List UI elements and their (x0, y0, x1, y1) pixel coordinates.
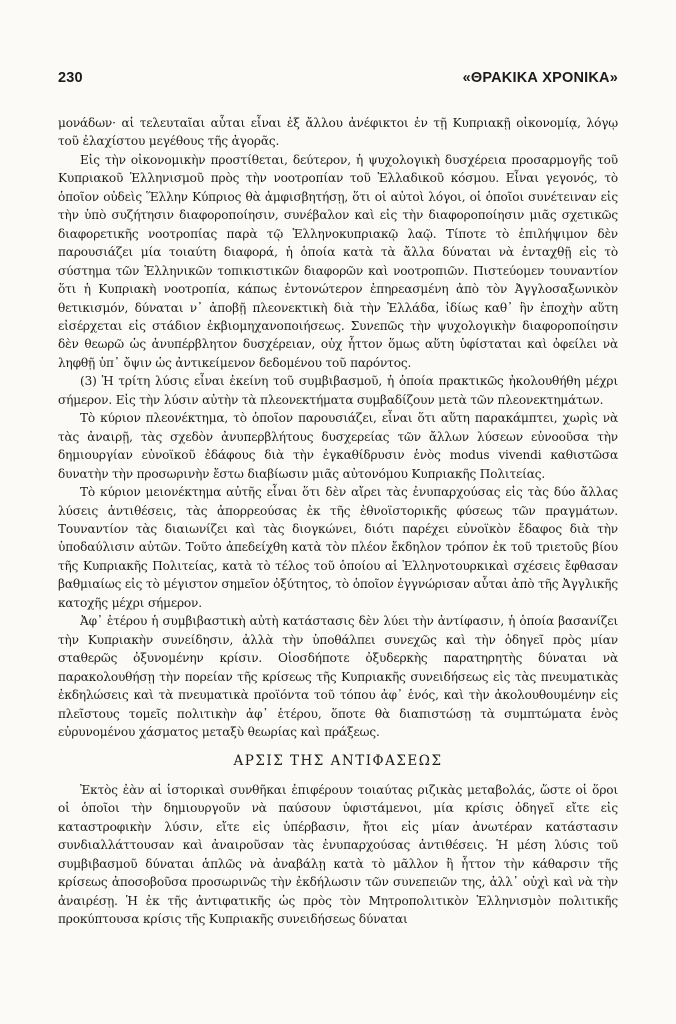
paragraph-psychological-difficulty: Εἰς τὴν οἰκονομικὴν προστίθεται, δεύτερον, ἡ ψυχολογικὴ δυσχέρεια προσαρμογῆς τοῦ Κυπριακοῦ Ἑλληνισμοῦ πρὸς τὴν νοοτροπίαν τοῦ Ἑλλαδικοῦ κόσμου. Εἶναι γεγονός, τὸ ὁποῖον οὐδεὶς Ἕλλην Κύπριος θὰ ἀμφισβητήσῃ, ὅτι οἱ αὐτοὶ λόγοι, οἱ ὁποῖοι συνέτειναν εἰς τὴν ὑπὸ συζήτησιν διαφοροποίησιν, συνέβαλον καὶ εἰς τὴν διαφοροποίησιν μιᾶς σχετικῶς διαφορετικῆς νοοτροπίας παρὰ τῷ Ἑλληνοκυπριακῷ λαῷ. Τίποτε τὸ ἐπιλήψιμον δὲν παρουσιάζει μία τοιαύτη διαφορά, ἡ ὁποία κατὰ τὰ ἄλλα δύναται νὰ ἐνταχθῇ εἰς τὸ σύστημα τῶν Ἑλληνικῶν τοπικιστικῶν διαφορῶν καὶ νοοτροπιῶν. Πιστεύομεν τουναντίον ὅτι ἡ Κυπριακὴ νοοτροπία, κάπως ἐντονώτερον ἐπηρεασμένη ἀπὸ τὸν Ἀγγλοσαξωνικὸν θετικισμόν, δύναται ν᾽ ἀποβῇ πλεονεκτικὴ διὰ τὴν Ἑλλάδα, ἰδίως καθ᾽ ἣν ἐποχὴν αὕτη εἰσέρχεται εἰς στάδιον ἐκβιομηχανοποιήσεως. Συνεπῶς τὴν ψυχολογικὴν διαφοροποίησιν δὲν θεωρῶ ὡς ἀνυπέρβλητον δυσχέρειαν, οὐχ ἧττον ὅμως αὕτη ὑφίσταται καὶ ὀφείλει νὰ ληφθῇ ὑπ᾽ ὄψιν ὡς ἀντικείμενον δεδομένου τοῦ παρόντος. (58, 152, 618, 370)
page-number: 230 (58, 70, 83, 86)
body-text (58, 114, 618, 928)
running-header (58, 70, 618, 86)
paragraph-third-solution: (3) Ἡ τρίτη λύσις εἶναι ἐκείνη τοῦ συμβιβασμοῦ, ἡ ὁποία πρακτικῶς ἠκολουθήθη μέχρι σήμερον. Εἰς τὴν λύσιν αὐτὴν τὰ πλεονεκτήματα συμβαδίζουν μετὰ τῶν πλεονεκτημάτων. (58, 374, 618, 407)
section-heading: ΑΡΣΙΣ ΤΗΣ ΑΝΤΙΦΑΣΕΩΣ (233, 753, 443, 770)
paragraph-main-disadvantage: Τὸ κύριον μειονέκτημα αὐτῆς εἶναι ὅτι δὲν αἴρει τὰς ἐνυπαρχούσας εἰς τὰς δύο ἄλλας λύσεις ἀντιθέσεις, τὰς ἀπορρεούσας ἐκ τῆς ἐθνοϊστορικῆς φύσεως τῶν πραγμάτων. Τουναντίον τὰς διαιωνίζει καὶ τὰς διογκώνει, διότι παρέχει εὐνοϊκὸν ἔδαφος διὰ τὴν ὑποδαύλισιν αὐτῶν. Τοῦτο ἀπεδείχθη κατὰ τὸν πλέον ἔκδηλον τρόπον ἐκ τοῦ τριετοῦς βίου τῆς Κυπριακῆς Πολιτείας, κατὰ τὸ τέλος τοῦ ὁποίου αἱ Ἑλληνοτουρκικαὶ σχέσεις ἔφθασαν βαθμιαίως εἰς τὸ μέγιστον σημεῖον ὀξύτητος, τὸ ὁποῖον ἐγγνώρισαν αὗται ἀπὸ τῆς Ἀγγλικῆς κατοχῆς μέχρι σήμερον. (58, 485, 618, 610)
paragraph-main-advantage: Τὸ κύριον πλεονέκτημα, τὸ ὁποῖον παρουσιάζει, εἶναι ὅτι αὕτη παρακάμπτει, χωρὶς νὰ τὰς ἀναιρῇ, τὰς σχεδὸν ἀνυπερβλήτους δυσχερείας τῶν ἄλλων λύσεων εὐνοοῦσα τὴν δημιουργίαν εὐνοϊκοῦ ἐδάφους διὰ τὴν ἐγκαθίδρυσιν ἑνὸς modus vivendi καθιστῶσα δυνατὴν τὴν προσωρινὴν ἔστω διαβίωσιν μιᾶς αὐτονόμου Κυπριακῆς Πολιτείας. (58, 411, 618, 481)
paragraph-section-body: Ἐκτὸς ἐὰν αἱ ἱστορικαὶ συνθῆκαι ἐπιφέρουν τοιαύτας ριζικὰς μεταβολάς, ὥστε οἱ ὅροι οἱ ὁποῖοι τὴν δημιουργοῦν νὰ παύσουν ὑφιστάμενοι, μία κρίσις ὁδηγεῖ εἴτε εἰς καταστροφικὴν λύσιν, εἴτε εἰς ὑπέρβασιν, ἤτοι εἰς μίαν ἀνωτέραν κατάστασιν συνδιαλλάττουσαν καὶ ἀναιροῦσαν τὰς ἐνυπαρχούσας ἀντιθέσεις. Ἡ μέση λύσις τοῦ συμβιβασμοῦ δύναται ἁπλῶς νὰ ἀναβάλῃ κατὰ τὸ μᾶλλον ἢ ἧττον τὴν κάθαρσιν τῆς κρίσεως ἀποσοβοῦσα προσωρινῶς τὴν ἐκδήλωσιν τῶν συνεπειῶν της, ἀλλ᾽ οὐχὶ καὶ νὰ τὴν ἀναιρέσῃ. Ἡ ἐκ τῆς ἀντιφατικῆς ὡς πρὸς τὸν Μητροπολιτικὸν Ἑλληνισμὸν πολιτικῆς προκύπτουσα κρίσις τῆς Κυπριακῆς συνειδήσεως δύναται (58, 782, 618, 927)
paragraph-continuation: μονάδων· αἱ τελευταῖαι αὗται εἶναι ἐξ ἄλλου ἀνέφικτοι ἐν τῇ Κυπριακῇ οἰκονομίᾳ, λόγῳ τοῦ ἐλαχίστου μεγέθους τῆς ἀγορᾶς. (58, 116, 618, 149)
paragraph-compromise-crisis: Ἀφ᾽ ἑτέρου ἡ συμβιβαστικὴ αὐτὴ κατάστασις δὲν λύει τὴν ἀντίφασιν, ἡ ὁποία βασανίζει τὴν Κυπριακὴν συνείδησιν, ἀλλὰ τὴν ὑποθάλπει συνεχῶς καὶ τὴν ὁδηγεῖ πρὸς μίαν σταθερῶς ὀξυνομένην κρίσιν. Οἱοσδήποτε ὀξυδερκὴς παρατηρητὴς δύναται νὰ παρακολουθήσῃ τὴν πορείαν τῆς κρίσεως τῆς Κυπριακῆς συνειδήσεως εἰς τὰς πνευματικὰς ἐκδηλώσεις καὶ τὰ πνευματικὰ προϊόντα τοῦ τόπου ἀφ᾽ ἑνός, καὶ τὴν ἀκολουθουμένην εἰς πλεῖστους τομεῖς πολιτικὴν ἀφ᾽ ἑτέρου, ὅποτε θὰ διαπιστώσῃ τὰ συμπτώματα ἑνὸς εὐρυνομένου χάσματος μεταξὺ θεωρίας καὶ πράξεως. (58, 614, 618, 739)
journal-title: «ΘΡΑΚΙΚΑ ΧΡΟΝΙΚΑ» (462, 70, 618, 86)
